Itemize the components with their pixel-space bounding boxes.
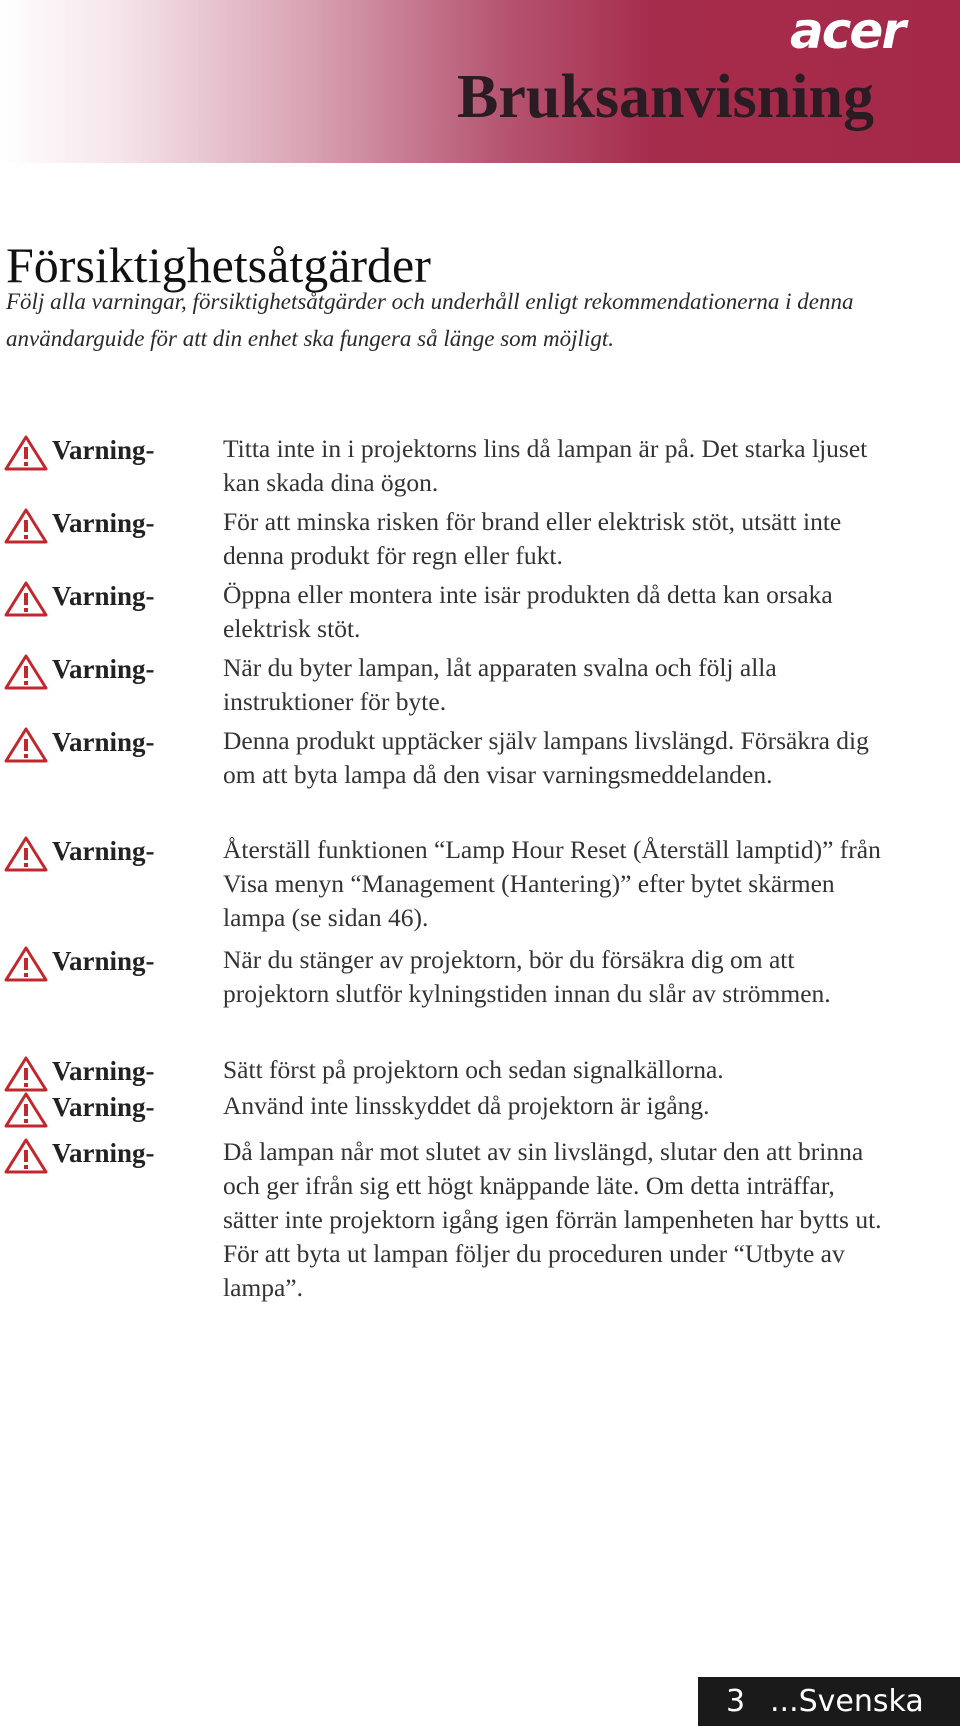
warning-text: För att minska risken för brand eller elektrisk stöt, utsätt inte denna produkt för regn eller fukt. [223, 507, 842, 570]
language-label: ...Svenska [770, 1684, 924, 1719]
warning-triangle-icon [4, 580, 48, 618]
page-header [0, 0, 960, 163]
warning-triangle-icon [4, 434, 48, 472]
warning-label: Varning- [52, 836, 155, 866]
intro-paragraph: Följ alla varningar, försiktighetsåtgärder och underhåll enligt rekommendationerna i denna användarguide för att din enhet ska fungera så länge som möjligt. [6, 289, 854, 351]
warning-label: Varning- [52, 1056, 155, 1086]
warning-triangle-icon [4, 726, 48, 764]
warning-triangle-icon [4, 507, 48, 545]
warning-text: Då lampan når mot slutet av sin livslängd, slutar den att brinna och ger ifrån sig ett högt knäppande läte. Om detta inträffar, sätter inte projektorn igång igen förrän lampenheten har bytts ut. För att byta ut lampan följer du proceduren under “Utbyte av lampa”. [223, 1137, 882, 1302]
warning-triangle-icon [4, 1091, 48, 1129]
manual-title: Bruksanvisning [457, 63, 874, 131]
section-title: Försiktighetsåtgärder [6, 236, 431, 293]
page-footer [698, 1677, 960, 1726]
warning-label: Varning- [52, 654, 155, 684]
acer-logo: acer [790, 2, 904, 60]
warning-text: Använd inte linsskyddet då projektorn är igång. [223, 1091, 710, 1120]
warning-triangle-icon [4, 653, 48, 691]
warning-text: Öppna eller montera inte isär produkten då detta kan orsaka elektrisk stöt. [223, 580, 833, 643]
warning-text: Denna produkt upptäcker själv lampans livslängd. Försäkra dig om att byta lampa då den visar varningsmeddelanden. [223, 726, 869, 789]
warning-label: Varning- [52, 435, 155, 465]
warning-text: Titta inte in i projektorns lins då lampan är på. Det starka ljuset kan skada dina ögon. [223, 434, 868, 497]
warning-label: Varning- [52, 508, 155, 538]
warning-triangle-icon [4, 945, 48, 983]
warning-text: Sätt först på projektorn och sedan signalkällorna. [223, 1055, 724, 1084]
warning-text: Återställ funktionen “Lamp Hour Reset (Återställ lamptid)” från Visa menyn “Management (Hantering)” efter bytet skärmen lampa (se sidan 46). [223, 835, 881, 932]
warning-label: Varning- [52, 727, 155, 757]
warning-label: Varning- [52, 1138, 155, 1168]
warning-label: Varning- [52, 581, 155, 611]
warning-text: När du stänger av projektorn, bör du försäkra dig om att projektorn slutför kylningstiden innan du slår av strömmen. [223, 945, 831, 1008]
page-number: 3 [726, 1684, 746, 1719]
warning-text: När du byter lampan, låt apparaten svalna och följ alla instruktioner för byte. [223, 653, 777, 716]
warning-label: Varning- [52, 946, 155, 976]
warning-label: Varning- [52, 1092, 155, 1122]
warning-triangle-icon [4, 1137, 48, 1175]
warning-triangle-icon [4, 835, 48, 873]
